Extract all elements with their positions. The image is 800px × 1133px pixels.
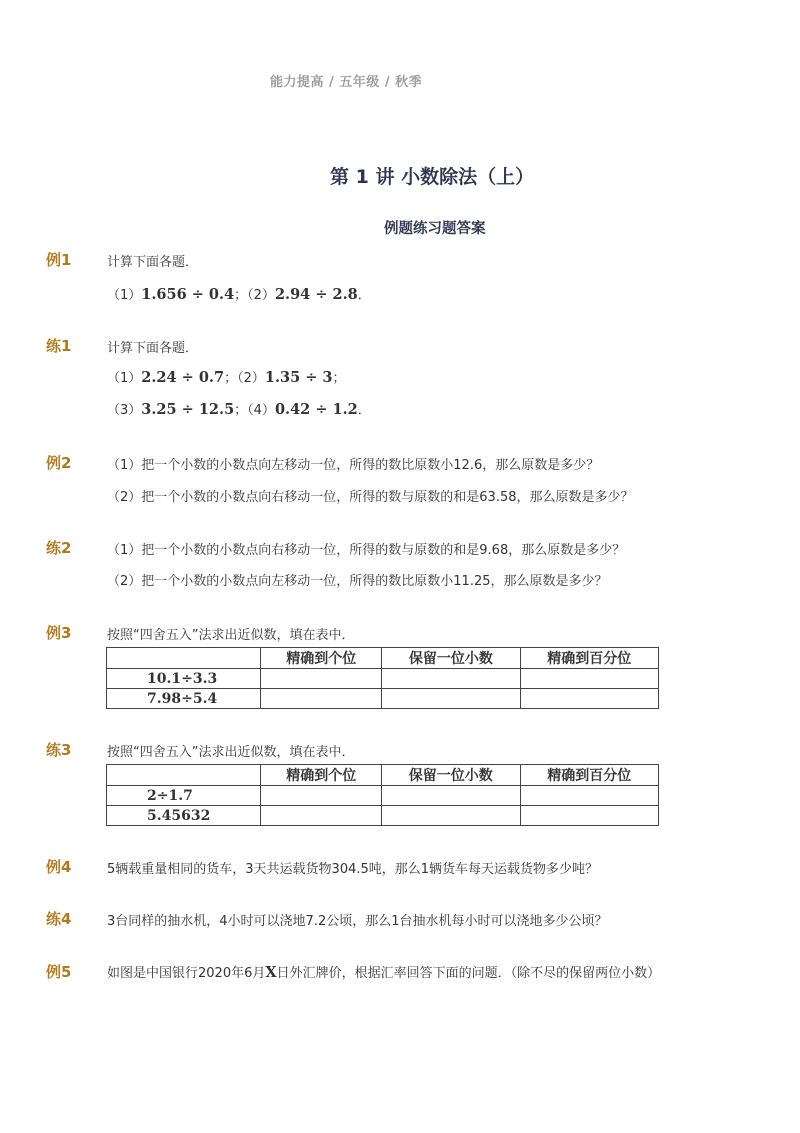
answer-cell[interactable] (520, 806, 658, 826)
answer-cell[interactable] (382, 669, 520, 689)
example-5-question (107, 962, 660, 981)
date-variable: X (265, 964, 277, 981)
example-3-label: 例3 (46, 624, 72, 642)
practice-2-label: 练2 (46, 539, 72, 557)
practice-3-label: 练3 (46, 741, 72, 759)
table-row (107, 669, 659, 689)
example-4-question: 5辆载重量相同的货车，3天共运载货物304.5吨，那么1辆货车每天运载货物多少吨？ (107, 862, 599, 877)
math-expression: 1.656 ÷ 0.4 (141, 286, 235, 303)
math-expression: 2.24 ÷ 0.7 (141, 369, 225, 386)
table-header-cell: 精确到个位 (261, 765, 382, 786)
answer-cell[interactable] (261, 669, 382, 689)
practice-4-label: 练4 (46, 910, 72, 928)
table-row-label: 2÷1.7 (107, 786, 261, 806)
math-expression: 3.25 ÷ 12.5 (141, 401, 235, 418)
problem-end: ． (357, 288, 371, 303)
table-row (107, 786, 659, 806)
example-2-question-1: （1）把一个小数的小数点向左移动一位，所得的数比原数小12.6，那么原数是多少？ (107, 458, 600, 473)
answer-cell[interactable] (261, 689, 382, 709)
problem-end: ； (332, 371, 346, 386)
example-4-label: 例4 (46, 858, 72, 876)
problem-number: （3） (107, 403, 142, 418)
math-expression: 2.94 ÷ 2.8 (274, 286, 358, 303)
practice-4-question: 3台同样的抽水机，4小时可以浇地7.2公顷，那么1台抽水机每小时可以浇地多少公顷？ (107, 914, 608, 929)
problem-separator: ；（2） (224, 371, 265, 386)
practice-1-instruction: 计算下面各题． (107, 341, 199, 356)
problem-number: （1） (107, 371, 142, 386)
answer-cell[interactable] (382, 806, 520, 826)
table-header-cell: 精确到百分位 (520, 765, 658, 786)
question-text: 如图是中国银行2020年6月 (107, 966, 266, 981)
table-row-label: 10.1÷3.3 (107, 669, 261, 689)
answer-cell[interactable] (261, 806, 382, 826)
example-5-label: 例5 (46, 963, 72, 981)
answer-cell[interactable] (520, 786, 658, 806)
answer-cell[interactable] (520, 669, 658, 689)
section-subtitle: 例题练习题答案 (384, 221, 486, 237)
practice-3-instruction: 按照“四舍五入”法求出近似数，填在表中． (107, 745, 355, 760)
example-3-instruction: 按照“四舍五入”法求出近似数，填在表中． (107, 628, 355, 643)
table-header-cell: 保留一位小数 (382, 648, 520, 669)
practice-2-question-1: （1）把一个小数的小数点向右移动一位，所得的数与原数的和是9.68，那么原数是多少？ (107, 543, 626, 558)
math-expression: 1.35 ÷ 3 (264, 369, 333, 386)
question-text: 日外汇牌价，根据汇率回答下面的问题．（除不尽的保留两位小数） (276, 966, 661, 981)
table-header-cell: 精确到个位 (261, 648, 382, 669)
breadcrumb-header: 能力提高 / 五年级 / 秋季 (270, 75, 423, 90)
practice-1-problems-b (107, 399, 371, 418)
practice-3-table (106, 764, 659, 826)
practice-1-problems-a (107, 367, 346, 386)
table-row (107, 689, 659, 709)
example-2-label: 例2 (46, 454, 72, 472)
lesson-title: 第 1 讲 小数除法（上） (330, 166, 535, 188)
table-header-cell (107, 765, 261, 786)
problem-number: （1） (107, 288, 142, 303)
example-3-table (106, 647, 659, 709)
table-header-cell (107, 648, 261, 669)
problem-end: ． (357, 403, 371, 418)
table-row-label: 5.45632 (107, 806, 261, 826)
table-header-row (107, 648, 659, 669)
table-header-cell: 保留一位小数 (382, 765, 520, 786)
table-row-label: 7.98÷5.4 (107, 689, 261, 709)
example-2-question-2: （2）把一个小数的小数点向右移动一位，所得的数与原数的和是63.58，那么原数是多少？ (107, 490, 634, 505)
answer-cell[interactable] (261, 786, 382, 806)
problem-separator: ；（2） (234, 288, 275, 303)
answer-cell[interactable] (520, 689, 658, 709)
example-1-instruction: 计算下面各题． (107, 255, 199, 270)
table-header-cell: 精确到百分位 (520, 648, 658, 669)
problem-separator: ；（4） (234, 403, 275, 418)
table-row (107, 806, 659, 826)
practice-2-question-2: （2）把一个小数的小数点向左移动一位，所得的数比原数小11.25，那么原数是多少？ (107, 574, 608, 589)
example-1-label: 例1 (46, 251, 72, 269)
example-1-problems (107, 284, 371, 303)
answer-cell[interactable] (382, 786, 520, 806)
math-expression: 0.42 ÷ 1.2 (274, 401, 358, 418)
answer-cell[interactable] (382, 689, 520, 709)
table-header-row (107, 765, 659, 786)
practice-1-label: 练1 (46, 337, 72, 355)
